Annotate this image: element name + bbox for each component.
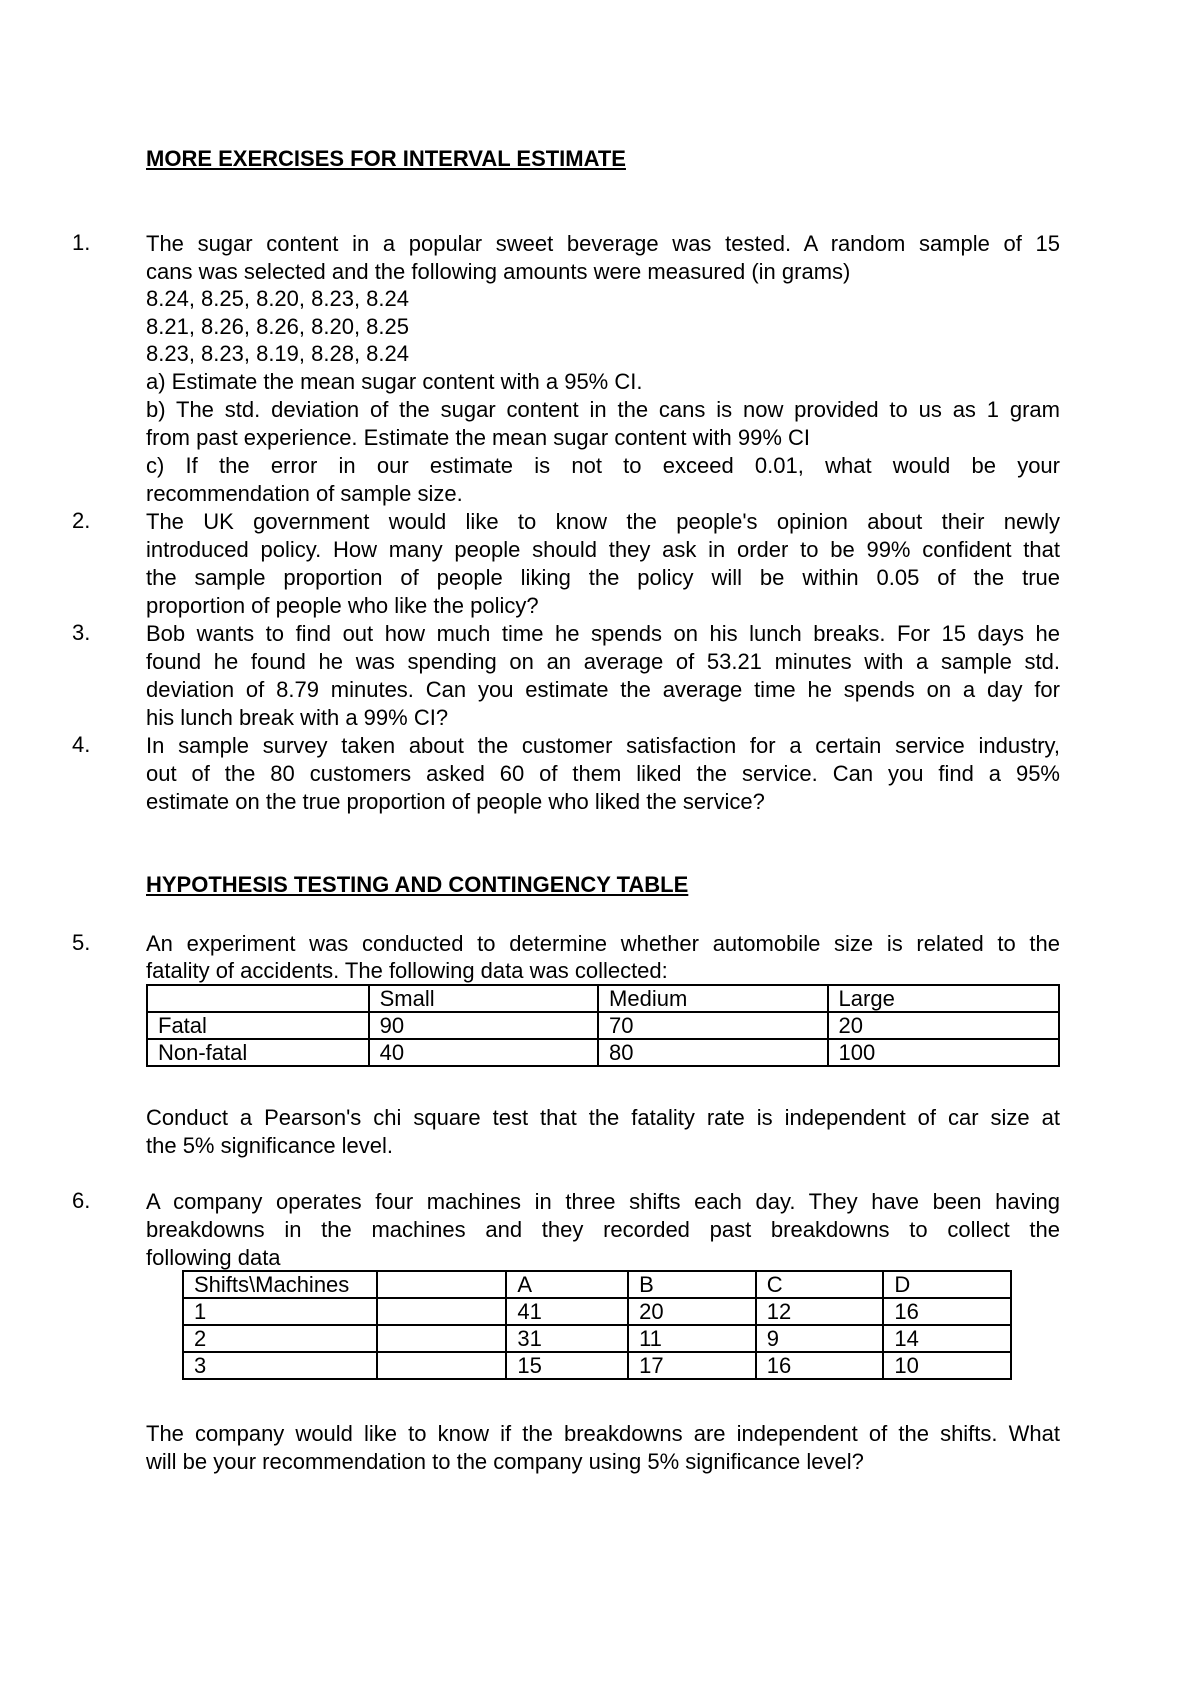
q3-line: Bob wants to find out how much time he spends on his lunch breaks. For 15 days he [146, 621, 1060, 646]
section-title-hypothesis-testing: HYPOTHESIS TESTING AND CONTINGENCY TABLE [146, 872, 689, 897]
table-header-row [183, 1271, 1011, 1298]
table-cell: 16 [883, 1298, 1011, 1325]
table-cell: 41 [506, 1298, 628, 1325]
table-cell: 20 [828, 1012, 1059, 1039]
table-row [183, 1325, 1011, 1352]
table-cell: 2 [183, 1325, 377, 1352]
q2-line: The UK government would like to know the people's opinion about their newly [146, 509, 1060, 534]
q4-line: estimate on the true proportion of people who liked the service? [146, 789, 765, 814]
q6-line: breakdowns in the machines and they recorded past breakdowns to collect the [146, 1217, 1060, 1242]
question-number-4: 4. [72, 732, 91, 757]
table-header-cell [147, 985, 369, 1012]
q6-line: following data [146, 1245, 281, 1270]
q3-line: his lunch break with a 99% CI? [146, 705, 449, 730]
q6-after-line: The company would like to know if the breakdowns are independent of the shifts. What [146, 1421, 1060, 1446]
q1-line: The sugar content in a popular sweet beverage was tested. A random sample of 15 [146, 231, 1060, 256]
q4-line: In sample survey taken about the customer satisfaction for a certain service industry, [146, 733, 1060, 758]
car-size-fatality-table [146, 984, 1060, 1067]
question-number-5: 5. [72, 930, 91, 955]
q5-line: fatality of accidents. The following data was collected: [146, 958, 668, 983]
q2-line: introduced policy. How many people should they ask in order to be 99% confident that [146, 537, 1060, 562]
table-header-cell: D [883, 1271, 1011, 1298]
q6-after-line: will be your recommendation to the company using 5% significance level? [146, 1449, 864, 1474]
q5-after-line: the 5% significance level. [146, 1133, 394, 1158]
table-cell: Non-fatal [147, 1039, 369, 1066]
table-cell [377, 1325, 507, 1352]
q1-part-c: c) If the error in our estimate is not to exceed 0.01, what would be your [146, 453, 1060, 478]
q6-line: A company operates four machines in three shifts each day. They have been having [146, 1189, 1060, 1214]
table-cell: 100 [828, 1039, 1059, 1066]
table-row [147, 1012, 1059, 1039]
table-cell: 15 [506, 1352, 628, 1379]
table-cell: 9 [756, 1325, 884, 1352]
table-row [147, 1039, 1059, 1066]
question-number-2: 2. [72, 508, 91, 533]
question-number-1: 1. [72, 230, 91, 255]
table-cell: 40 [369, 1039, 598, 1066]
q4-line: out of the 80 customers asked 60 of them liked the service. Can you find a 95% [146, 761, 1060, 786]
q5-line: An experiment was conducted to determine whether automobile size is related to the [146, 931, 1060, 956]
table-row [183, 1352, 1011, 1379]
table-row [183, 1298, 1011, 1325]
table-cell: 17 [628, 1352, 756, 1379]
table-header-row [147, 985, 1059, 1012]
q1-line: cans was selected and the following amounts were measured (in grams) [146, 259, 851, 284]
question-number-6: 6. [72, 1188, 91, 1213]
q1-part-b: from past experience. Estimate the mean sugar content with 99% CI [146, 425, 810, 450]
table-cell: 80 [598, 1039, 828, 1066]
q1-part-b: b) The std. deviation of the sugar content in the cans is now provided to us as 1 gram [146, 397, 1060, 422]
table-header-cell: Shifts\Machines [183, 1271, 377, 1298]
table-cell: 12 [756, 1298, 884, 1325]
table-header-cell: Small [369, 985, 598, 1012]
table-cell: 70 [598, 1012, 828, 1039]
q1-part-c: recommendation of sample size. [146, 481, 463, 506]
table-cell: 90 [369, 1012, 598, 1039]
table-cell: 20 [628, 1298, 756, 1325]
table-cell: 10 [883, 1352, 1011, 1379]
table-header-cell: C [756, 1271, 884, 1298]
q1-data-line: 8.23, 8.23, 8.19, 8.28, 8.24 [146, 341, 409, 366]
table-header-cell [377, 1271, 507, 1298]
table-header-cell: Large [828, 985, 1059, 1012]
table-cell: 31 [506, 1325, 628, 1352]
table-header-cell: A [506, 1271, 628, 1298]
q2-line: the sample proportion of people liking the policy will be within 0.05 of the true [146, 565, 1060, 590]
q2-line: proportion of people who like the policy? [146, 593, 539, 618]
q3-line: found he found he was spending on an average of 53.21 minutes with a sample std. [146, 649, 1060, 674]
table-cell [377, 1298, 507, 1325]
shift-machine-breakdown-table [182, 1270, 1012, 1380]
table-header-cell: Medium [598, 985, 828, 1012]
question-number-3: 3. [72, 620, 91, 645]
q3-line: deviation of 8.79 minutes. Can you estimate the average time he spends on a day for [146, 677, 1060, 702]
q1-part-a: a) Estimate the mean sugar content with a 95% CI. [146, 369, 643, 394]
table-cell [377, 1352, 507, 1379]
q1-data-line: 8.24, 8.25, 8.20, 8.23, 8.24 [146, 286, 409, 311]
table-cell: 14 [883, 1325, 1011, 1352]
table-cell: 1 [183, 1298, 377, 1325]
table-cell: 3 [183, 1352, 377, 1379]
table-header-cell: B [628, 1271, 756, 1298]
table-cell: 16 [756, 1352, 884, 1379]
q5-after-line: Conduct a Pearson's chi square test that the fatality rate is independent of car size at [146, 1105, 1060, 1130]
table-cell: 11 [628, 1325, 756, 1352]
q1-data-line: 8.21, 8.26, 8.26, 8.20, 8.25 [146, 314, 409, 339]
section-title-interval-estimate: MORE EXERCISES FOR INTERVAL ESTIMATE [146, 146, 626, 171]
table-cell: Fatal [147, 1012, 369, 1039]
